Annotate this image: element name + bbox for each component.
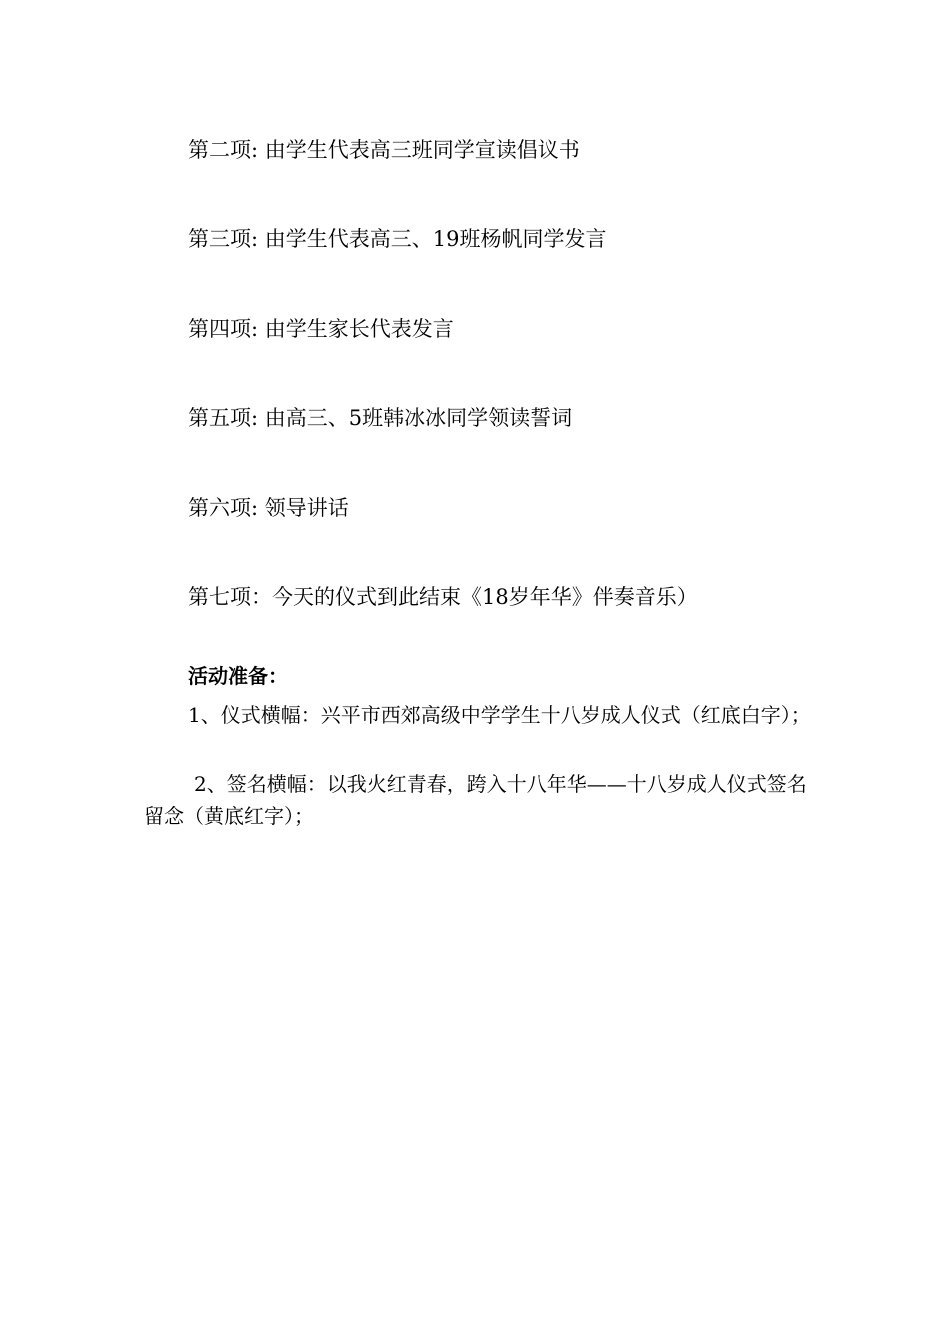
agenda-item-6: 第六项: 领导讲话 xyxy=(188,496,349,520)
agenda-item-5: 第五项: 由高三、5班韩冰冰同学领读誓词 xyxy=(188,406,573,430)
agenda-item-2: 第二项: 由学生代表高三班同学宣读倡议书 xyxy=(188,138,580,162)
preparation-item-1: 1、仪式横幅：兴平市西郊高级中学学生十八岁成人仪式（红底白字）； xyxy=(188,703,811,727)
agenda-item-4: 第四项: 由学生家长代表发言 xyxy=(188,317,454,341)
agenda-item-3: 第三项: 由学生代表高三、19班杨帆同学发言 xyxy=(188,227,607,251)
agenda-item-7: 第七项：今天的仪式到此结束《18岁年华》伴奏音乐） xyxy=(188,585,698,609)
preparation-heading: 活动准备： xyxy=(188,664,288,688)
preparation-item-2: 2、签名横幅：以我火红青春，跨入十八年华——十八岁成人仪式签名留念（黄底红字）； xyxy=(144,772,807,828)
